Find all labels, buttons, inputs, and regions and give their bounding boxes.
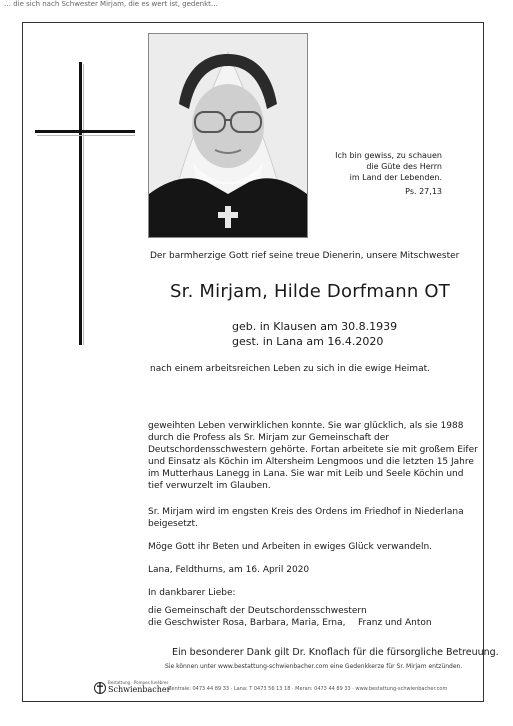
biography-line: geweihten Leben verwirklichen konnte. Sie war glücklich, als sie 1988 (148, 421, 464, 431)
top-strip: … die sich nach Schwester Mirjam, die es wert ist, gedenkt… (4, 0, 218, 8)
cross-horizontal-shadow (37, 135, 135, 136)
quote-line: im Land der Lebenden. (349, 173, 442, 182)
burial-text: Sr. Mirjam wird im engsten Kreis des Ordens im Friedhof in Niederlana (148, 507, 464, 517)
cross-horizontal (35, 130, 135, 133)
funeral-home-contacts: Zentrale: 0473 44 89 33 · Lana: T 0473 56 13 18 · Meran: 0473 44 89 33 · www.bestattung-schwienbacher.com (168, 686, 448, 692)
biography-line: durch die Profess als Sr. Mirjam zur Gemeinschaft der (148, 433, 389, 443)
blessing-text: Möge Gott ihr Beten und Arbeiten in ewiges Glück verwandeln. (148, 542, 433, 552)
funeral-home-tagline: Bestattung · Pompes funèbres (108, 680, 169, 685)
thanks-text: Ein besonderer Dank gilt Dr. Knoflach für die fürsorgliche Betreuung. (172, 647, 499, 658)
funeral-home-footer (90, 680, 490, 698)
biography-line: im Mutterhaus Lanegg in Lana. Sie war mit Leib und Seele Köchin und (148, 469, 464, 479)
place-date: Lana, Feldthurns, am 16. April 2020 (148, 565, 310, 575)
funeral-home-name: Schwienbacher (108, 685, 171, 694)
cross-vertical-shadow (83, 64, 84, 345)
mourners-label: In dankbarer Liebe: (148, 588, 236, 598)
mourners-community: die Gemeinschaft der Deutschordensschwestern (148, 606, 367, 616)
intro-text: Der barmherzige Gott rief seine treue Dienerin, unsere Mitschwester (150, 251, 460, 261)
quote-line: Ich bin gewiss, zu schauen (335, 151, 442, 160)
biography-paragraph (148, 420, 478, 492)
biography-line: und Einsatz als Köchin im Altersheim Lengmoos und die letzten 15 Jahre (148, 457, 474, 467)
cross-vertical (79, 62, 82, 345)
quote-line: die Güte des Herrn (366, 162, 442, 171)
after-text: nach einem arbeitsreichen Leben zu sich in die ewige Heimat. (150, 364, 430, 374)
biography-line: Deutschordensschwestern gehörte. Fortan arbeitete sie mit großem Eifer (148, 445, 478, 455)
quote-reference: Ps. 27,13 (405, 187, 442, 196)
burial-text-end: beigesetzt. (148, 519, 198, 529)
death-info: gest. in Lana am 16.4.2020 (232, 335, 384, 348)
biography-line: tief verwurzelt im Glauben. (148, 481, 271, 491)
mourners-siblings: die Geschwister Rosa, Barbara, Maria, Erna, (148, 618, 346, 628)
bible-quote (318, 150, 442, 197)
portrait-illustration (149, 34, 307, 237)
online-candle-note: Sie können unter www.bestattung-schwienbacher.com eine Gedenkkerze für Sr. Mirjam entzünden. (165, 663, 463, 670)
funeral-home-logo-icon (94, 680, 106, 696)
deceased-name: Sr. Mirjam, Hilde Dorfmann OT (170, 281, 450, 302)
portrait-photo (148, 33, 308, 238)
mourners-siblings-end: Franz und Anton (358, 618, 432, 628)
birth-info: geb. in Klausen am 30.8.1939 (232, 320, 398, 333)
